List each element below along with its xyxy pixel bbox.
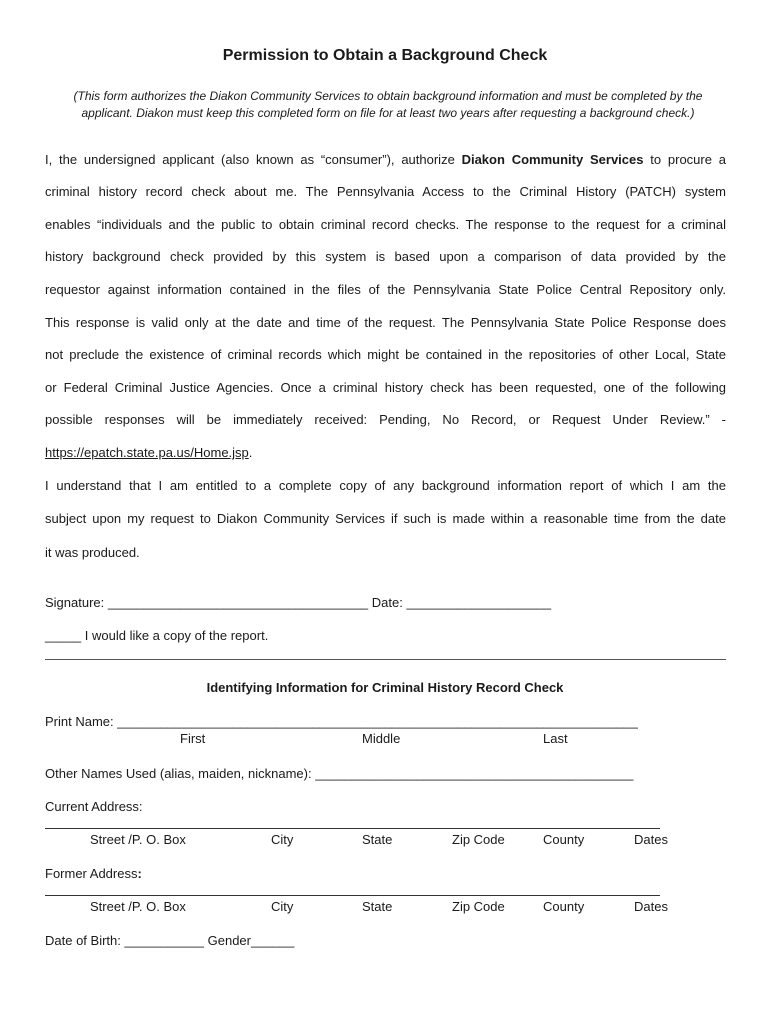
body-line-6: This response is valid only at the date and time of the request. The Pennsylvania State Police Response does [45,315,726,330]
current-address-label: Current Address: [45,799,143,814]
link-suffix: . [248,445,253,460]
other-names-field[interactable]: Other Names Used (alias, maiden, nickname): ____________________________________________ [45,766,634,781]
body-line-5: requestor against information contained in the files of the Pennsylvania State Police Central Repository only. [45,282,726,297]
last-name-label: Last [543,731,568,746]
current-address-field[interactable] [45,828,660,829]
patch-link[interactable]: https://epatch.state.pa.us/Home.jsp [45,445,249,460]
body-link-line [45,445,726,460]
current-county-label: County [543,832,585,847]
former-address-label: Former Address [45,866,138,881]
dob-gender-field[interactable]: Date of Birth: ___________ Gender______ [45,933,295,948]
body-line-4: history background check provided by this system is based upon a comparison of data provided by the [45,249,726,264]
current-city-label: City [271,832,294,847]
print-name-field[interactable]: Print Name: ________________________________________________________________________ [45,714,638,729]
current-dates-label: Dates [634,832,668,847]
body-line-1 [45,152,726,167]
intro-note: (This form authorizes the Diakon Community Services to obtain background information and must be completed by the applicant. Diakon must keep this completed form on file for at least two years after requesting a background check.) [73,89,703,120]
signature-date-field[interactable]: Signature: ____________________________________ Date: ____________________ [45,595,552,610]
body-line-3: enables “individuals and the public to obtain criminal record checks. The response to the request for a criminal [45,217,726,232]
former-address-colon: : [137,866,142,881]
organization-name: Diakon Community Services [461,152,644,167]
body-line-1-post: to procure a [643,152,726,167]
body-line-9: possible responses will be immediately received: Pending, No Record, or Request Under Review.” - [45,412,726,427]
body-line-8: or Federal Criminal Justice Agencies. Once a criminal history check has been requested, one of the following [45,380,726,395]
former-street-label: Street /P. O. Box [90,899,186,914]
body-line-7: not preclude the existence of criminal records which might be contained in the repositories of other Local, State [45,347,726,362]
copy-request-field[interactable]: _____ I would like a copy of the report. [45,628,269,643]
current-street-label: Street /P. O. Box [90,832,186,847]
former-address-field[interactable] [45,895,660,896]
page-title: Permission to Obtain a Background Check [222,47,548,64]
former-address-heading [45,866,142,881]
body-line-1-pre: I, the undersigned applicant (also known as “consumer”), authorize [45,152,462,167]
current-zip-label: Zip Code [452,832,505,847]
body-line-11: subject upon my request to Diakon Community Services if such is made within a reasonable time from the date [45,511,726,526]
current-state-label: State [362,832,393,847]
former-city-label: City [271,899,294,914]
former-state-label: State [362,899,393,914]
section-divider [45,659,726,660]
middle-name-label: Middle [362,731,401,746]
first-name-label: First [180,731,206,746]
former-county-label: County [543,899,585,914]
body-line-10: I understand that I am entitled to a complete copy of any background information report of which I am the [45,478,726,493]
section-title: Identifying Information for Criminal History Record Check [206,680,564,695]
former-dates-label: Dates [634,899,668,914]
body-line-2: criminal history record check about me. The Pennsylvania Access to the Criminal History (PATCH) system [45,184,726,199]
body-line-12: it was produced. [45,545,140,560]
former-zip-label: Zip Code [452,899,505,914]
